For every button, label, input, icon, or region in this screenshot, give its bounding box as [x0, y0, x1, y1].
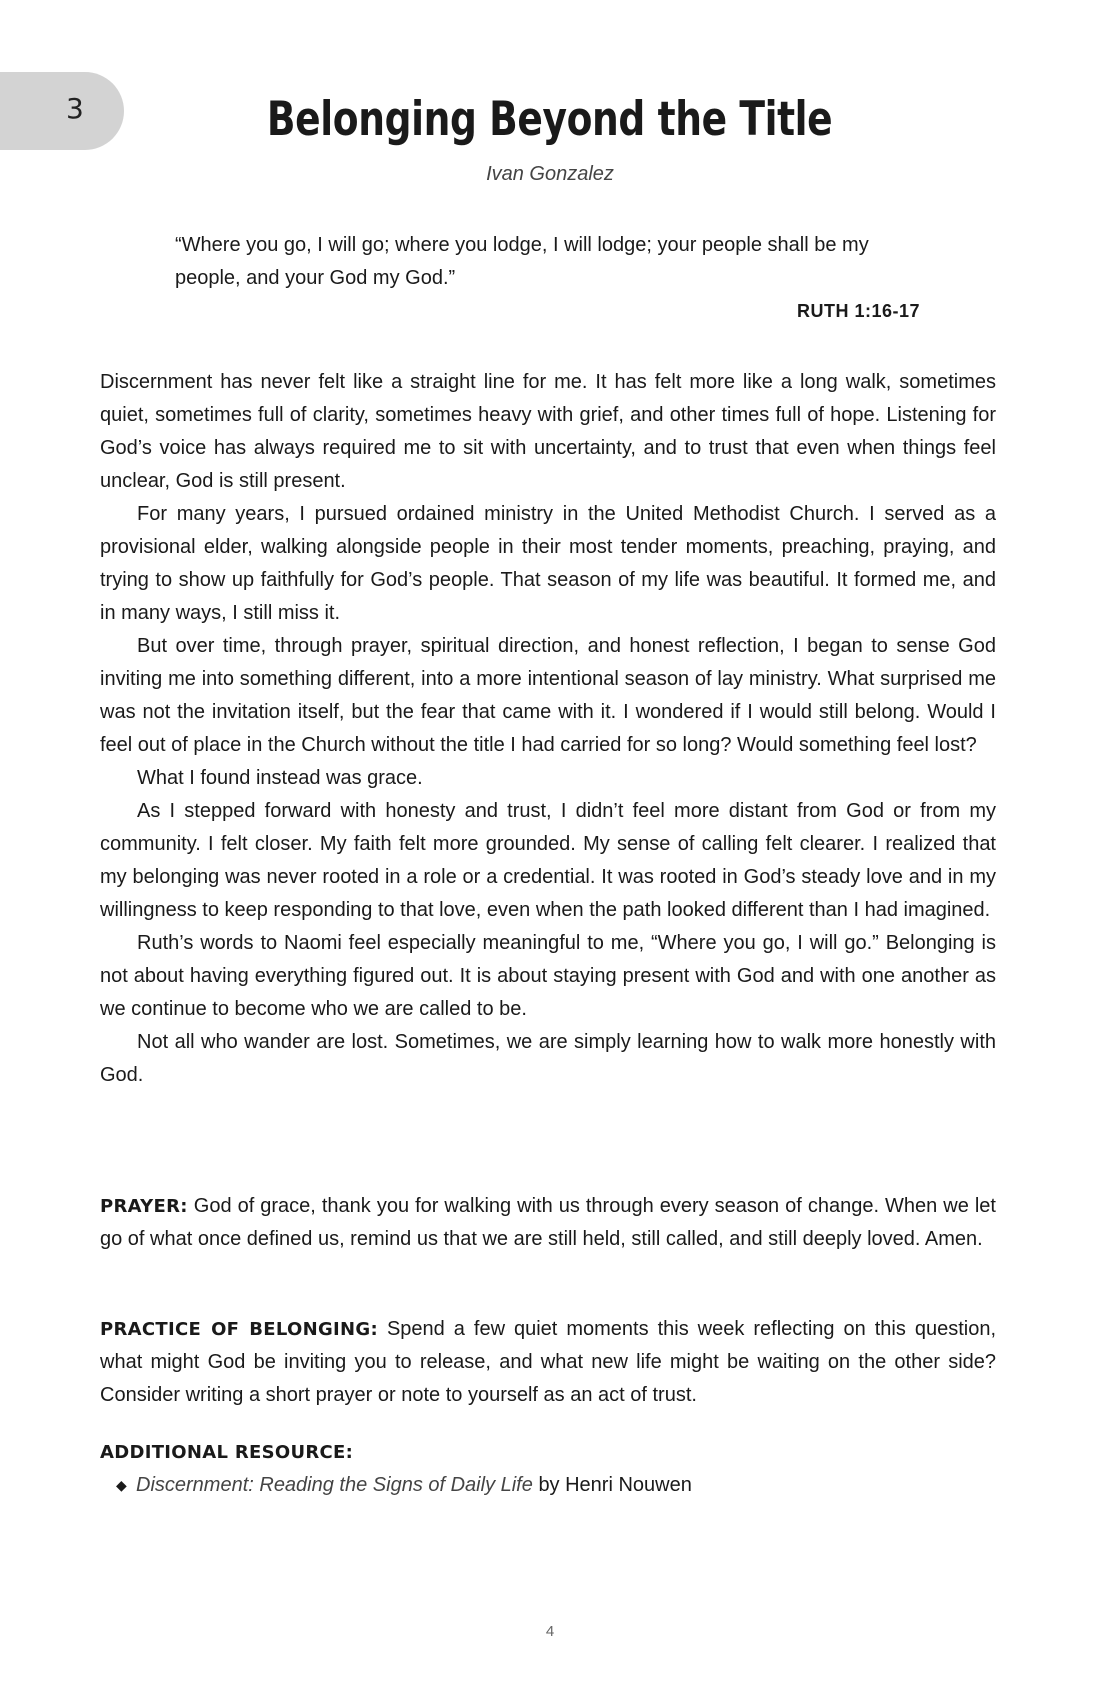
resource-label: ADDITIONAL RESOURCE:: [100, 1442, 354, 1463]
prayer-section: [100, 1190, 996, 1256]
book-byline: by Henri Nouwen: [538, 1474, 692, 1496]
body-paragraph: Not all who wander are lost. Sometimes, we are simply learning how to walk more honestly with God.: [100, 1031, 996, 1086]
practice-text: Spend a few quiet moments this week reflecting on this question, what might God be inviting you to release, and what new life might be waiting on the other side? Consider writing a short prayer or note to yourself as an act of trust.: [100, 1318, 997, 1406]
devotional-body: [100, 366, 996, 1092]
page-number: 4: [545, 1623, 555, 1640]
author-name: Ivan Gonzalez: [486, 163, 614, 185]
diamond-bullet-icon: ◆: [116, 1477, 127, 1493]
resource-item: [116, 1469, 996, 1502]
resource-section: [100, 1436, 996, 1502]
body-paragraph: As I stepped forward with honesty and trust, I didn’t feel more distant from God or from my community. I felt closer. My faith felt more grounded. My sense of calling felt clearer. I realized that my belonging was never rooted in a role or a credential. It was rooted in God’s steady love and in my willingness to keep responding to that love, even when the path looked different than I had imagined.: [100, 800, 996, 921]
resource-list: [100, 1469, 996, 1502]
body-paragraph: Ruth’s words to Naomi feel especially meaningful to me, “Where you go, I will go.” Belonging is not about having everything figured out. It is about staying present with God and with one another as we continue to become who we are called to be.: [100, 932, 996, 1020]
day-number: 3: [66, 92, 84, 125]
prayer-text: God of grace, thank you for walking with us through every season of change. When we let go of what once defined us, remind us that we are still held, still called, and still deeply loved. Amen.: [100, 1195, 996, 1250]
day-tab: [0, 72, 124, 150]
body-paragraph: What I found instead was grace.: [137, 767, 423, 789]
book-title: Discernment: Reading the Signs of Daily Life: [136, 1474, 533, 1496]
practice-section: [100, 1313, 996, 1412]
page-title: Belonging Beyond the Title: [266, 92, 833, 147]
epigraph-quote: “Where you go, I will go; where you lodge, I will lodge; your people shall be my people, and your God my God.”: [175, 234, 869, 289]
epigraph: [175, 229, 920, 323]
epigraph-citation: RUTH 1:16-17: [796, 301, 920, 321]
practice-label: PRACTICE OF BELONGING:: [100, 1319, 378, 1340]
body-paragraph: But over time, through prayer, spiritual direction, and honest reflection, I began to sense God inviting me into something different, into a more intentional season of lay ministry. What surprised me was not the invitation itself, but the fear that came with it. I wondered if I would still belong. Would I feel out of place in the Church without the title I had carried for so long? Would something feel lost?: [100, 635, 996, 756]
body-paragraph: For many years, I pursued ordained ministry in the United Methodist Church. I served as a provisional elder, walking alongside people in their most tender moments, preaching, praying, and trying to show up faithfully for God’s people. That season of my life was beautiful. It formed me, and in many ways, I still miss it.: [100, 503, 996, 624]
prayer-label: PRAYER:: [100, 1196, 188, 1217]
body-paragraph: Discernment has never felt like a straight line for me. It has felt more like a long walk, sometimes quiet, sometimes full of clarity, sometimes heavy with grief, and other times full of hope. Listening for God’s voice has always required me to sit with uncertainty, and to trust that even when things feel unclear, God is still present.: [100, 371, 996, 492]
